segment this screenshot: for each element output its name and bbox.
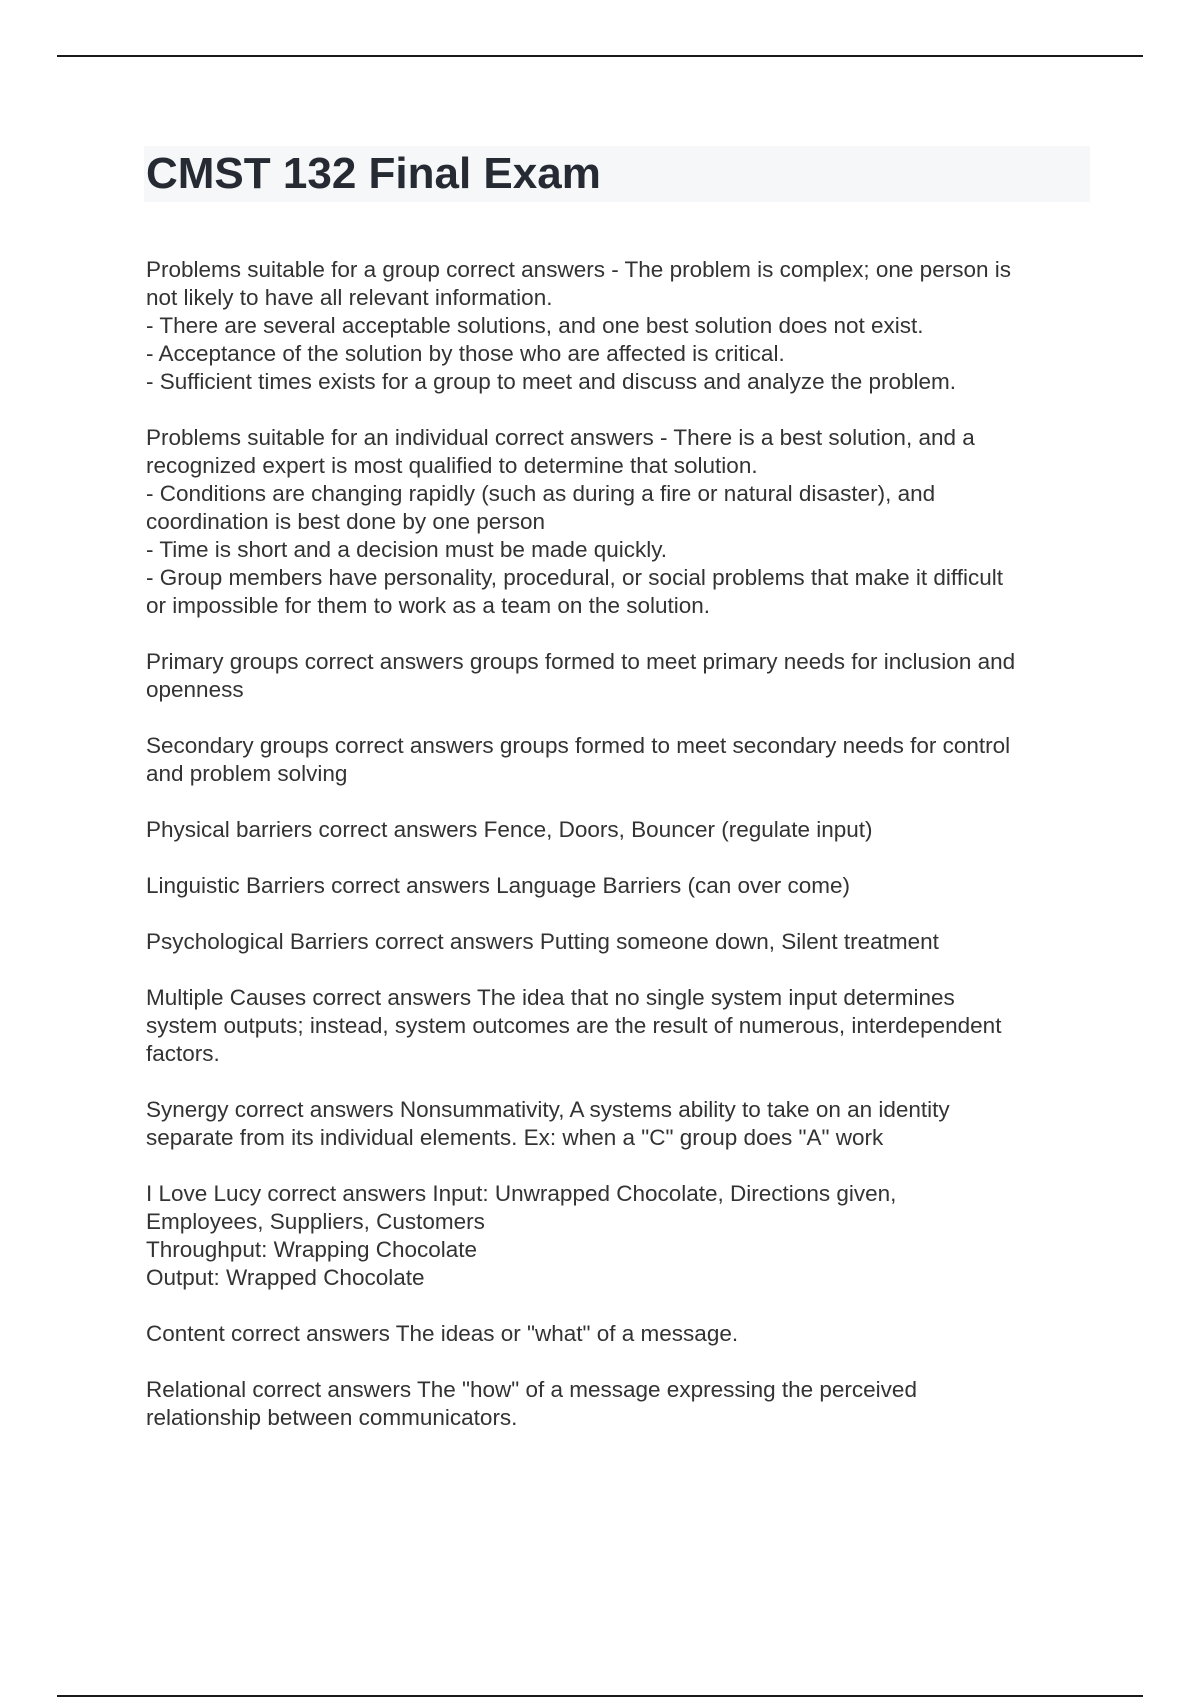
exam-content — [146, 256, 1096, 1460]
page-title: CMST 132 Final Exam — [146, 149, 601, 198]
qa-entry-line: recognized expert is most qualified to determine that solution. — [146, 453, 758, 478]
qa-entry-line: I Love Lucy correct answers Input: Unwrapped Chocolate, Directions given, — [146, 1181, 897, 1206]
qa-entry-line: relationship between communicators. — [146, 1405, 518, 1430]
qa-entry — [146, 928, 1096, 956]
qa-entry-line: - Conditions are changing rapidly (such as during a fire or natural disaster), and — [146, 481, 936, 506]
qa-entry-line: Psychological Barriers correct answers Putting someone down, Silent treatment — [146, 929, 939, 954]
qa-entry-line: - There are several acceptable solutions, and one best solution does not exist. — [146, 313, 924, 338]
qa-entry-line: Relational correct answers The "how" of a message expressing the perceived — [146, 1377, 917, 1402]
qa-entry-line: Linguistic Barriers correct answers Language Barriers (can over come) — [146, 873, 851, 898]
qa-entry — [146, 1096, 1096, 1152]
qa-entry-line: Throughput: Wrapping Chocolate — [146, 1237, 478, 1262]
qa-entry-line: Employees, Suppliers, Customers — [146, 1209, 485, 1234]
qa-entry-line: Content correct answers The ideas or "what" of a message. — [146, 1321, 739, 1346]
qa-entry — [146, 256, 1096, 396]
qa-entry-line: and problem solving — [146, 761, 348, 786]
top-rule — [57, 55, 1143, 57]
qa-entry-line: - Group members have personality, procedural, or social problems that make it difficult — [146, 565, 1004, 590]
qa-entry — [146, 1320, 1096, 1348]
qa-entry-line: Physical barriers correct answers Fence, Doors, Bouncer (regulate input) — [146, 817, 873, 842]
qa-entry-line: or impossible for them to work as a team on the solution. — [146, 593, 711, 618]
qa-entry-line: - Sufficient times exists for a group to meet and discuss and analyze the problem. — [146, 369, 956, 394]
qa-entry — [146, 816, 1096, 844]
qa-entry — [146, 732, 1096, 788]
qa-entry — [146, 424, 1096, 620]
qa-entry-line: Primary groups correct answers groups formed to meet primary needs for inclusion and — [146, 649, 1016, 674]
qa-entry-line: Problems suitable for an individual correct answers - There is a best solution, and a — [146, 425, 975, 450]
qa-entry-line: Synergy correct answers Nonsummativity, A systems ability to take on an identity — [146, 1097, 950, 1122]
qa-entry-line: Secondary groups correct answers groups formed to meet secondary needs for control — [146, 733, 1011, 758]
qa-entry — [146, 984, 1096, 1068]
qa-entry-line: - Acceptance of the solution by those who are affected is critical. — [146, 341, 785, 366]
qa-entry-line: factors. — [146, 1041, 220, 1066]
qa-entry-line: coordination is best done by one person — [146, 509, 546, 534]
qa-entry-line: openness — [146, 677, 244, 702]
bottom-rule — [57, 1695, 1143, 1697]
qa-entry — [146, 648, 1096, 704]
qa-entry-line: Multiple Causes correct answers The idea that no single system input determines — [146, 985, 955, 1010]
qa-entry — [146, 1180, 1096, 1292]
qa-entry-line: system outputs; instead, system outcomes are the result of numerous, interdependent — [146, 1013, 1002, 1038]
title-banner — [144, 146, 1090, 202]
qa-entry-line: separate from its individual elements. Ex: when a "C" group does "A" work — [146, 1125, 884, 1150]
qa-entry-line: Problems suitable for a group correct answers - The problem is complex; one person is — [146, 257, 1011, 282]
qa-entry — [146, 872, 1096, 900]
qa-entry-line: Output: Wrapped Chocolate — [146, 1265, 425, 1290]
qa-entry-line: not likely to have all relevant information. — [146, 285, 553, 310]
qa-entry-line: - Time is short and a decision must be made quickly. — [146, 537, 668, 562]
qa-entry — [146, 1376, 1096, 1432]
